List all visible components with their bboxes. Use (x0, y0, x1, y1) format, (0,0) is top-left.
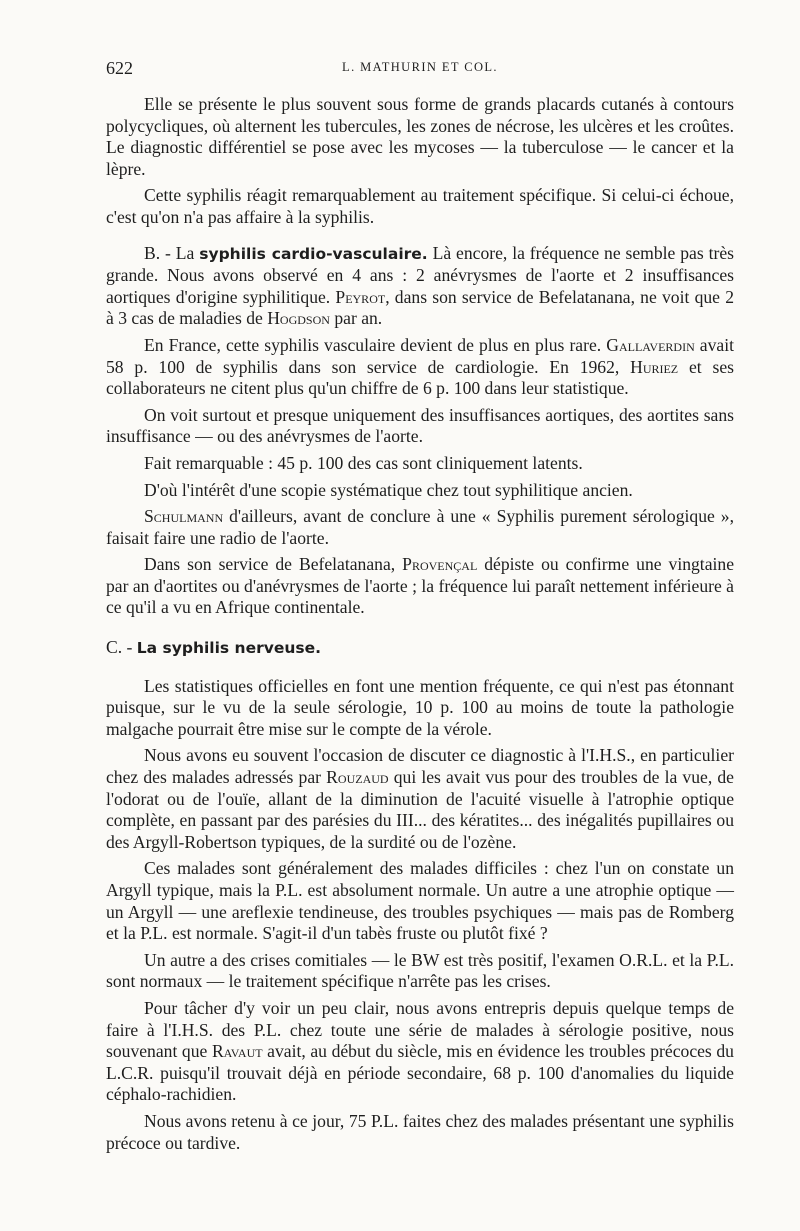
section-b-heading: syphilis cardio-vasculaire. (199, 244, 428, 263)
running-head: L. MATHURIN ET COL. (342, 60, 498, 74)
paragraph: Nous avons retenu à ce jour, 75 P.L. faites chez des malades présentant une syphilis précoce ou tardive. (106, 1110, 734, 1153)
section-c-prefix: C. - (106, 637, 137, 658)
paragraph: Fait remarquable : 45 p. 100 des cas sont cliniquement latents. (144, 452, 583, 473)
author-name: Peyrot (335, 286, 386, 307)
text-run: par an. (329, 308, 383, 329)
paragraph (106, 506, 734, 549)
paragraph (106, 745, 734, 853)
section-b-paragraph (106, 243, 734, 330)
text-run: Pour tâcher d'y voir un peu clair, nous avons entrepris depuis quelque temps de faire à l'I.H.S. des P.L. chez toute une série de malades à sérologie positive, nous souvenant que (106, 997, 734, 1062)
author-name: Schulmann (144, 506, 224, 527)
page-header (106, 58, 734, 82)
paragraph: Ces malades sont généralement des malades difficiles : chez l'un on constate un Argyll typique, mais la P.L. est absolument normale. Un autre a une atrophie optique — un Argyll — une areflexie tendineuse, des troubles psychiques — mais pas de Romberg et la P.L. est normale. S'agit-il d'un tabès fruste ou plutôt fixé ? (106, 858, 734, 944)
text-run: Là encore, la fréquence ne semble pas très grande. Nous avons observé en 4 ans : 2 anévrysmes de l'aorte et 2 insuffisances aortiques d'origine syphilitique. (106, 242, 735, 307)
text-run: Dans son service de Befelatanana, (144, 554, 403, 575)
text-run: et ses collaborateurs ne citent plus qu'un chiffre de 6 p. 100 dans leur statistique. (106, 356, 734, 399)
author-name: Provençal (402, 554, 478, 575)
text-run: qui les avait vus pour des troubles de la vue, de l'odorat ou de l'ouïe, allant de la diminution de l'acuité visuelle à l'atrophie optique complète, en passant par des parésies du III... des kératites... des inégalités pupillaires ou des Argyll-Robertson typiques, de la surdité ou de l'ozène. (106, 767, 734, 852)
text-run: Nous avons eu souvent l'occasion de discuter ce diagnostic à l'I.H.S., en particulier chez des malades adressés par (106, 745, 734, 788)
paragraph: Un autre a des crises comitiales — le BW est très positif, l'examen O.R.L. et la P.L. sont normaux — le traitement spécifique n'arrête pas les crises. (106, 949, 734, 992)
paragraph (106, 998, 734, 1106)
author-name: Gallaverdin (606, 334, 695, 355)
author-name: Rouzaud (326, 767, 389, 788)
paragraph: Cette syphilis réagit remarquablement au traitement spécifique. Si celui-ci échoue, c'est qu'on n'a pas affaire à la syphilis. (106, 185, 734, 227)
text-run: avait 58 p. 100 de syphilis dans son service de cardiologie. En 1962, (106, 334, 734, 377)
text-run: d'ailleurs, avant de conclure à une « Syphilis purement sérologique », faisait faire une radio de l'aorte. (106, 506, 734, 548)
page-number: 622 (106, 58, 133, 78)
text-run: , dans son service de Befelatanana, ne voit que 2 à 3 cas de maladies de (106, 286, 734, 329)
section-c-title: La syphilis nerveuse. (136, 639, 322, 658)
author-name: Huriez (630, 356, 679, 377)
paragraph (106, 554, 734, 619)
author-name: Hogdson (267, 308, 330, 329)
author-name: Ravaut (211, 1041, 263, 1062)
section-b-prefix: B. - La (144, 242, 200, 263)
page-body (106, 94, 734, 1154)
section-c-heading (106, 637, 734, 660)
paragraph: On voit surtout et presque uniquement des insuffisances aortiques, des aortites sans insuffisance — ou des anévrysmes de l'aorte. (106, 404, 734, 447)
text-run: En France, cette syphilis vasculaire devient de plus en plus rare. (144, 334, 607, 355)
text-run: avait, au début du siècle, mis en évidence les troubles précoces du L.C.R. puisqu'il trouvait déjà en période secondaire, 68 p. 100 d'anomalies du liquide céphalo-rachidien. (106, 1041, 734, 1105)
text-run: dépiste ou confirme une vingtaine par an d'aortites ou d'anévrysmes de l'aorte ; la fréquence lui paraît nettement inférieure à ce qu'il a vu en Afrique continentale. (106, 554, 734, 618)
paragraph (106, 335, 734, 400)
paragraph: Les statistiques officielles en font une mention fréquente, ce qui n'est pas étonnant puisque, sur le vu de la seule sérologie, 10 p. 100 au moins de toute la pathologie malgache pourrait être mise sur le compte de la vérole. (106, 675, 734, 739)
paragraph: D'où l'intérêt d'une scopie systématique chez tout syphilitique ancien. (144, 479, 633, 500)
paragraph: Elle se présente le plus souvent sous forme de grands placards cutanés à contours polycycliques, où alternent les tubercules, les zones de nécrose, les ulcères et les croûtes. Le diagnostic différentiel se pose avec les mycoses — la tuberculose — le cancer et la lèpre. (106, 94, 734, 179)
